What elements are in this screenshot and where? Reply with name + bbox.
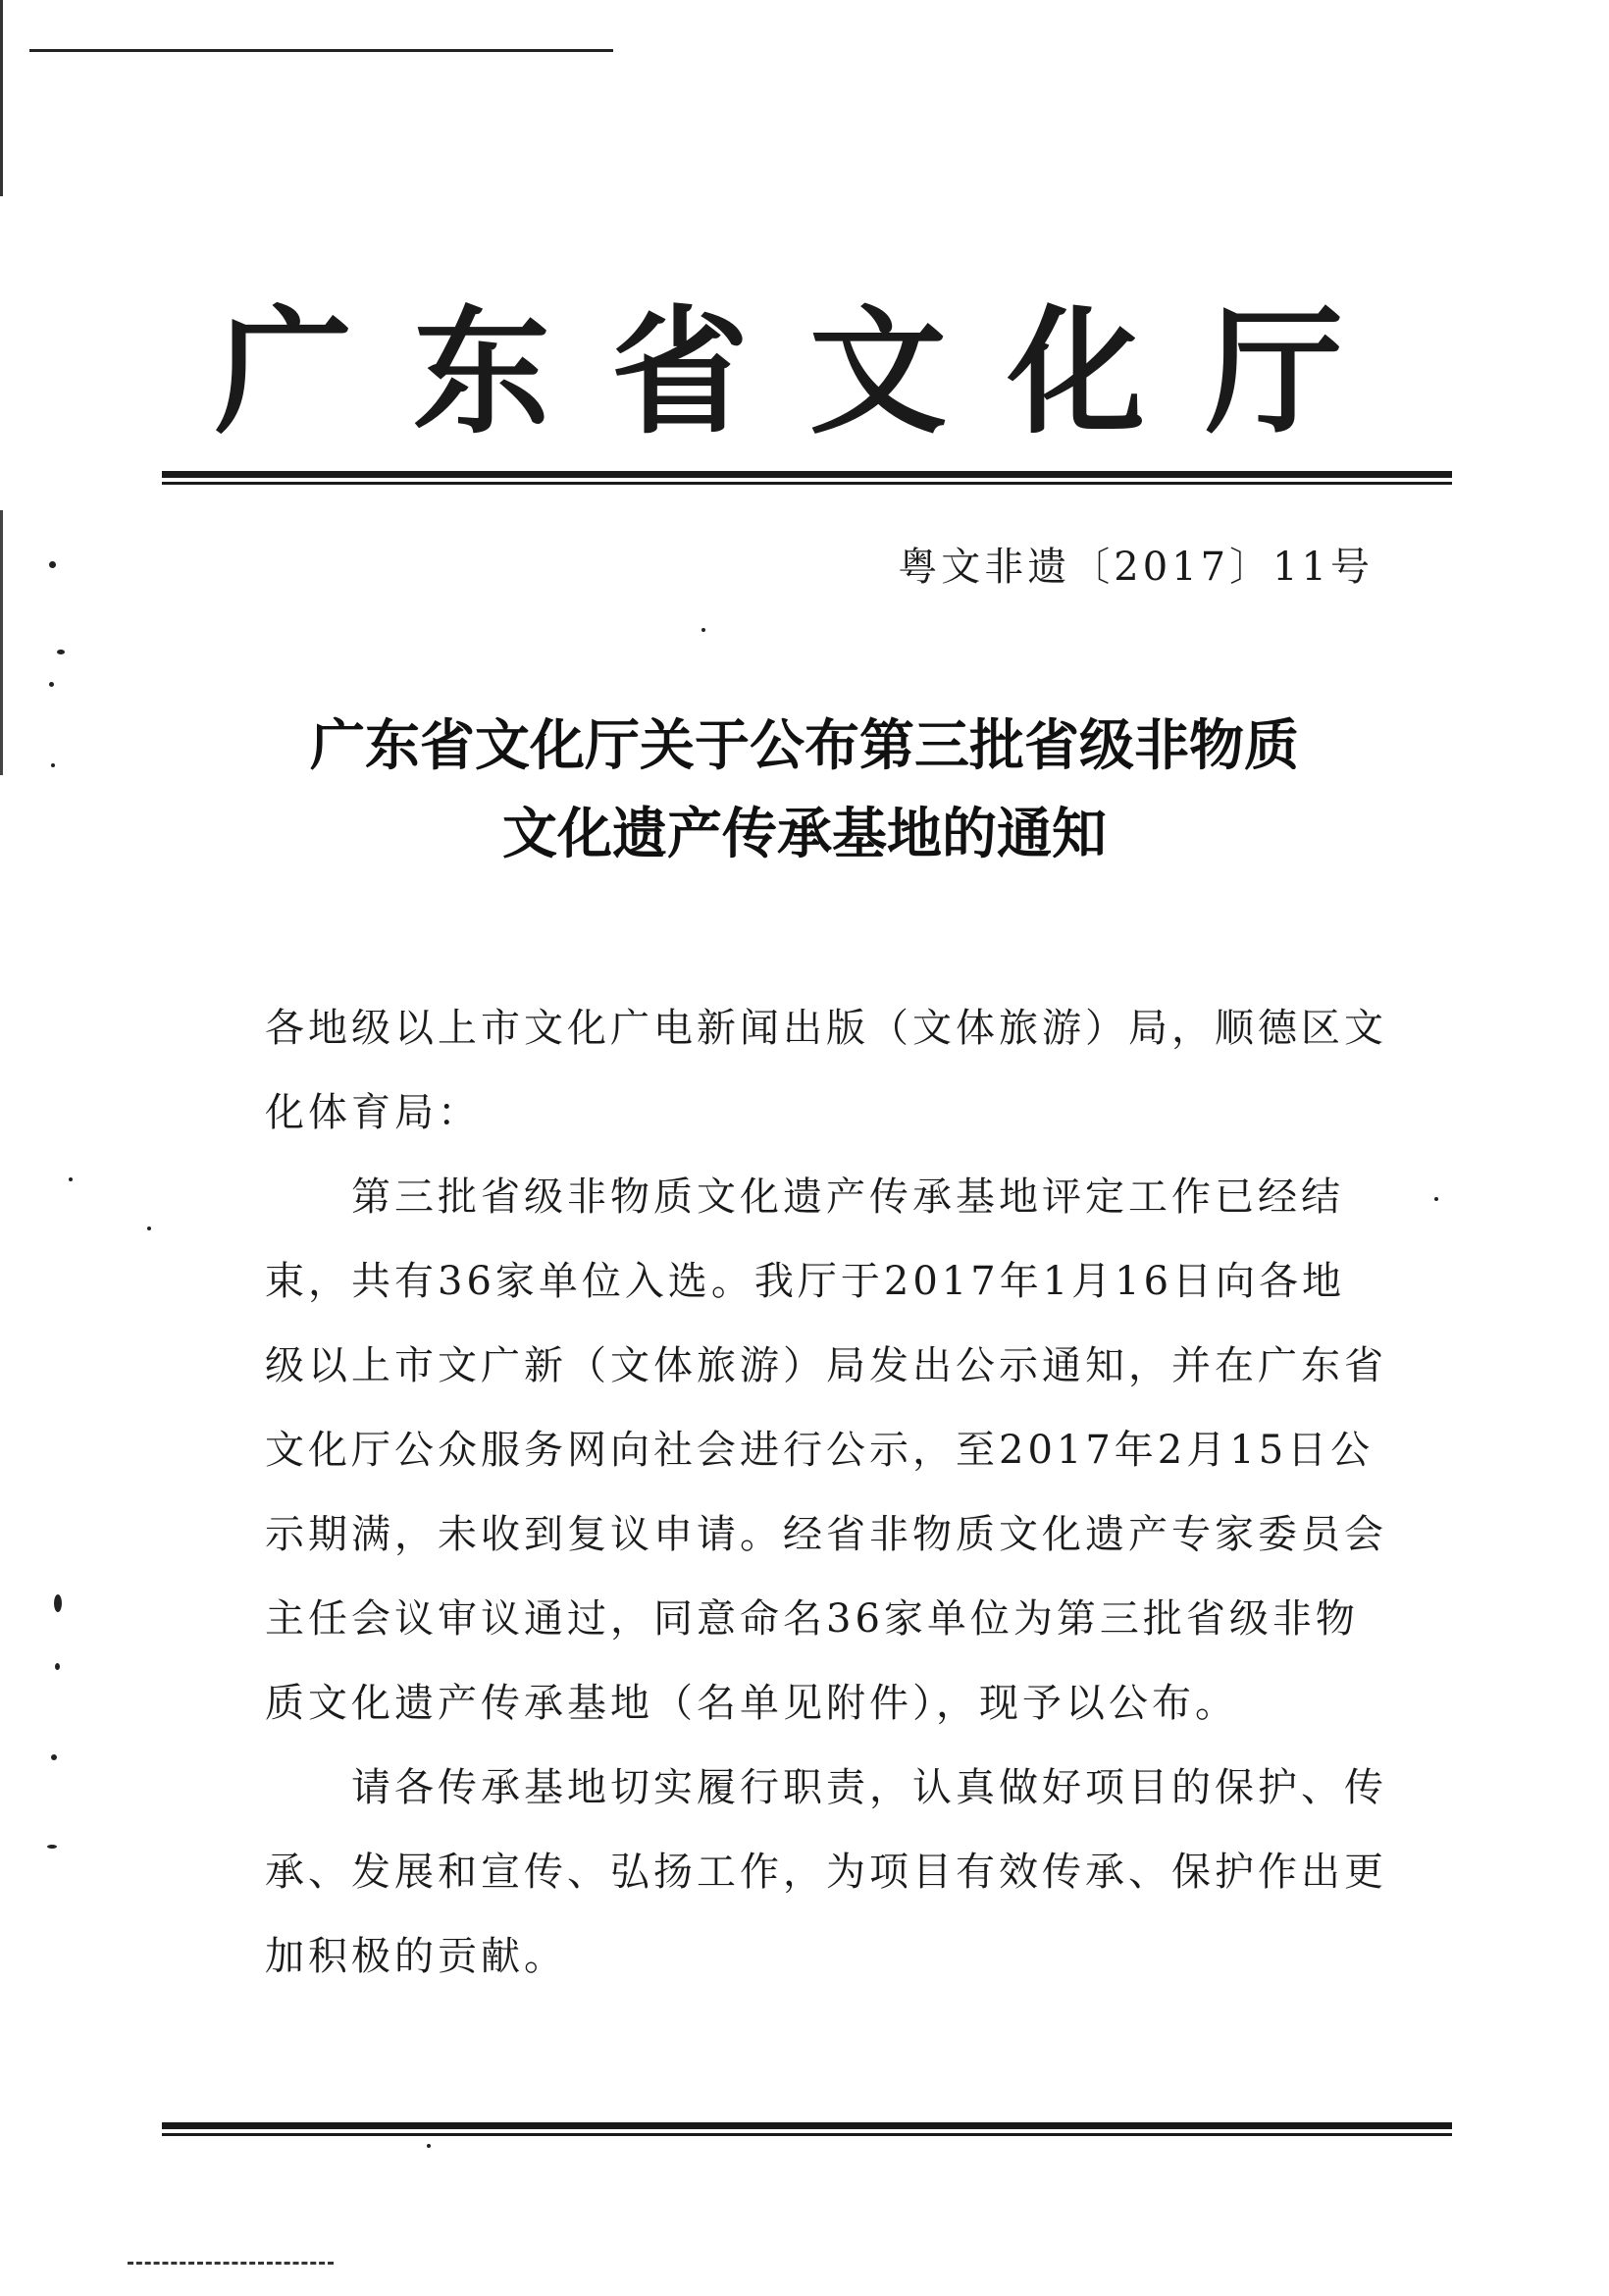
scan-speck xyxy=(54,1594,62,1612)
scan-speck xyxy=(427,2144,431,2148)
body-line: 束，共有36家单位入选。我厅于2017年1月16日向各地 xyxy=(265,1259,1346,1304)
body-line: 质文化遗产传承基地（名单见附件），现予以公布。 xyxy=(265,1681,1238,1726)
masthead-rule-thick xyxy=(162,471,1452,478)
body-line: 加积极的贡献。 xyxy=(265,1934,567,1979)
scan-speck xyxy=(49,561,56,568)
scan-artifact-top-line xyxy=(29,49,613,52)
scan-speck xyxy=(57,650,65,654)
masthead-title: 广东省文化厅 xyxy=(214,292,1404,453)
scan-speck xyxy=(55,1663,60,1670)
footer-rule-thick xyxy=(162,2122,1452,2129)
scan-artifact-bottom-marks xyxy=(128,2262,334,2269)
scan-artifact-left-edge xyxy=(0,0,3,196)
document-title-line: 文化遗产传承基地的通知 xyxy=(502,802,1107,866)
document-number: 粤文非遗〔2017〕11号 xyxy=(898,545,1374,590)
scan-speck xyxy=(147,1226,151,1230)
masthead-rule-thin xyxy=(162,482,1452,485)
body-line: 第三批省级非物质文化遗产传承基地评定工作已经结 xyxy=(351,1174,1344,1220)
scan-speck xyxy=(51,763,55,767)
body-line: 各地级以上市文化广电新闻出版（文体旅游）局，顺德区文 xyxy=(265,1006,1387,1051)
body-line: 示期满，未收到复议申请。经省非物质文化遗产专家委员会 xyxy=(265,1512,1387,1557)
scan-speck xyxy=(51,1754,57,1760)
body-line: 化体育局： xyxy=(265,1090,481,1135)
document-title-line: 广东省文化厅关于公布第三批省级非物质 xyxy=(310,713,1299,778)
scan-speck xyxy=(49,682,54,687)
scan-artifact-left-edge-lower xyxy=(0,510,3,775)
body-line: 文化厅公众服务网向社会进行公示，至2017年2月15日公 xyxy=(265,1428,1375,1473)
document-title xyxy=(167,702,1442,878)
scan-speck xyxy=(47,1845,57,1849)
scan-speck xyxy=(701,628,705,632)
body-line: 承、发展和宣传、弘扬工作，为项目有效传承、保护作出更 xyxy=(265,1850,1387,1895)
scan-speck xyxy=(69,1177,73,1181)
scan-speck xyxy=(1434,1197,1438,1201)
footer-rule-thin xyxy=(162,2133,1452,2136)
body-line: 主任会议审议通过，同意命名36家单位为第三批省级非物 xyxy=(265,1596,1359,1642)
document-body xyxy=(265,986,1387,1999)
body-line: 级以上市文广新（文体旅游）局发出公示通知，并在广东省 xyxy=(265,1343,1387,1388)
body-line: 请各传承基地切实履行职责，认真做好项目的保护、传 xyxy=(351,1765,1387,1810)
